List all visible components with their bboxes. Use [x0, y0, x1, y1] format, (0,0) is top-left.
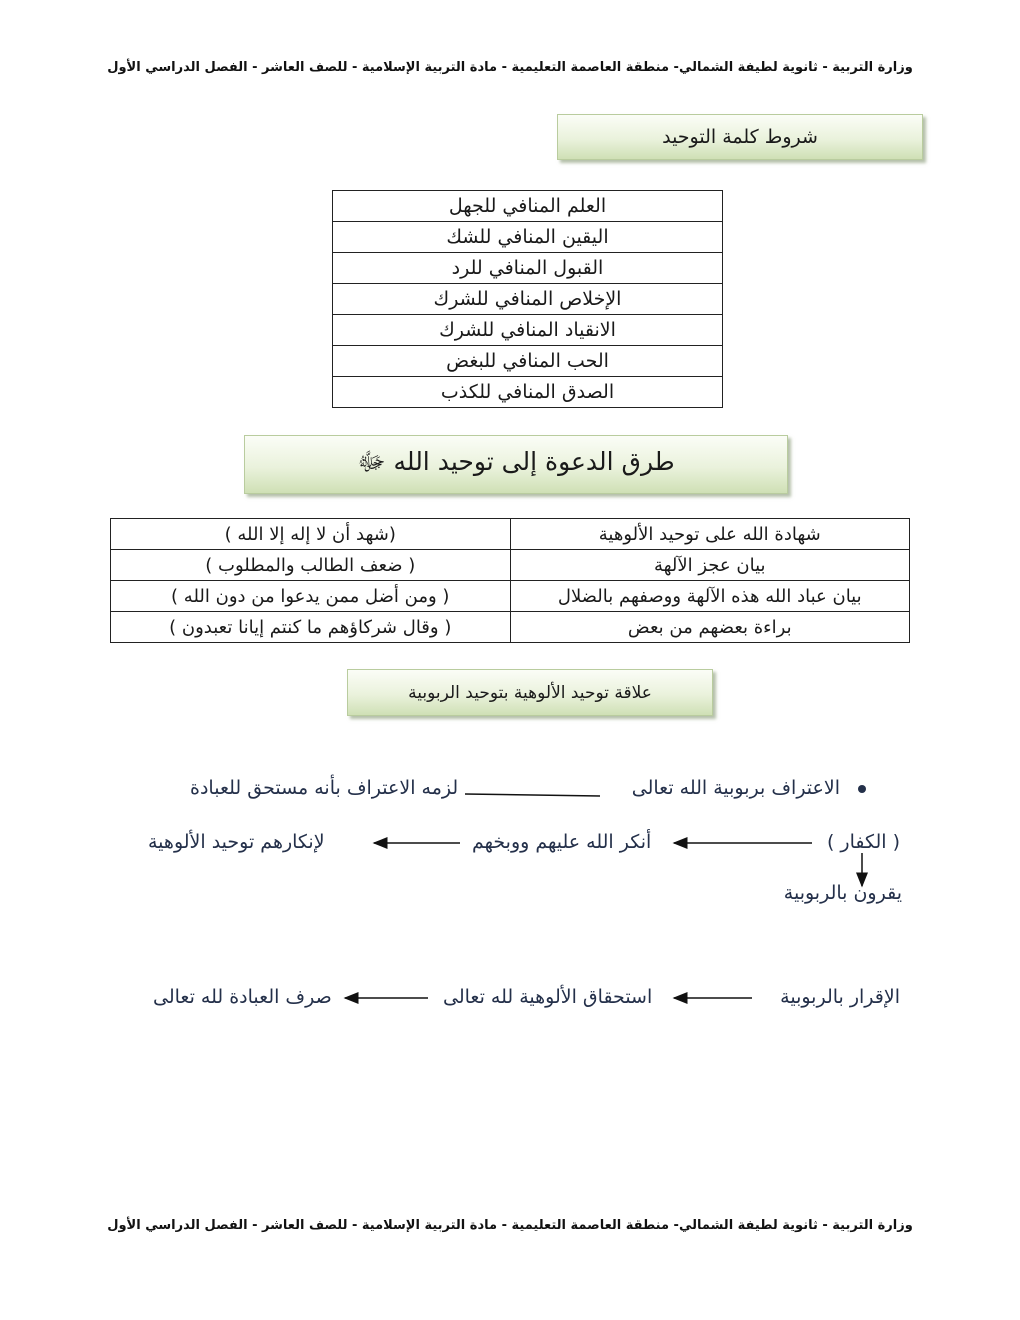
- relation-title: علاقة توحيد الألوهية بتوحيد الربوبية: [408, 682, 652, 703]
- page-footer: وزارة التربية - ثانوية لطيفة الشمالي- منطقة العاصمة التعليمية - مادة التربية الإسلامية - للصف العاشر - الفصل الدراسي الأول: [107, 1218, 913, 1233]
- condition-cell: الانقياد المنافي للشرك: [333, 315, 723, 346]
- flow1-start: الاعتراف بربوبية الله تعالى: [631, 777, 840, 799]
- condition-cell: الإخلاص المنافي للشرك: [333, 284, 723, 315]
- condition-cell: العلم المنافي للجهل: [333, 191, 723, 222]
- condition-cell: الحب المنافي للبغض: [333, 346, 723, 377]
- method-cell: براءة بعضهم من بعض: [510, 612, 910, 643]
- methods-title: طرق الدعوة إلى توحيد الله ﷻ: [357, 447, 675, 476]
- flow2-start: ( الكفار ): [826, 831, 900, 853]
- flow1-end: لزمه الاعتراف بأنه مستحق للعبادة: [190, 777, 459, 799]
- page-header: وزارة التربية - ثانوية لطيفة الشمالي- منطقة العاصمة التعليمية - مادة التربية الإسلامية - للصف العاشر - الفصل الدراسي الأول: [107, 60, 913, 75]
- evidence-cell: ( وقال شركاؤهم ما كنتم إيانا تعبدون ): [111, 612, 511, 643]
- flow2-below: يقرون بالربوبية: [783, 882, 902, 904]
- evidence-cell: ( ضعف الطالب والمطلوب ): [111, 550, 511, 581]
- flow3-middle: استحقاق الألوهية لله تعالى: [443, 986, 653, 1008]
- method-cell: بيان عباد الله هذه الآلهة ووصفهم بالضلال: [510, 581, 910, 612]
- condition-cell: القبول المنافي للرد: [333, 253, 723, 284]
- flow3-start: الإقرار بالربوبية: [780, 986, 900, 1008]
- evidence-cell: (شهد أن لا إله إلا الله ): [111, 519, 511, 550]
- flow2-end: لإنكارهم توحيد الألوهية: [148, 831, 325, 853]
- flow3-end: صرف العبادة لله تعالى: [153, 986, 332, 1008]
- evidence-cell: ( ومن أضل ممن يدعوا من دون الله ): [111, 581, 511, 612]
- method-cell: بيان عجز الآلهة: [510, 550, 910, 581]
- arrow-line1: [465, 794, 600, 796]
- method-cell: شهادة الله على توحيد الألوهية: [510, 519, 910, 550]
- condition-cell: الصدق المنافي للكذب: [333, 377, 723, 408]
- flow2-middle: أنكر الله عليهم ووبخهم: [472, 831, 652, 853]
- conditions-title: شروط كلمة التوحيد: [662, 126, 818, 148]
- condition-cell: اليقين المنافي للشك: [333, 222, 723, 253]
